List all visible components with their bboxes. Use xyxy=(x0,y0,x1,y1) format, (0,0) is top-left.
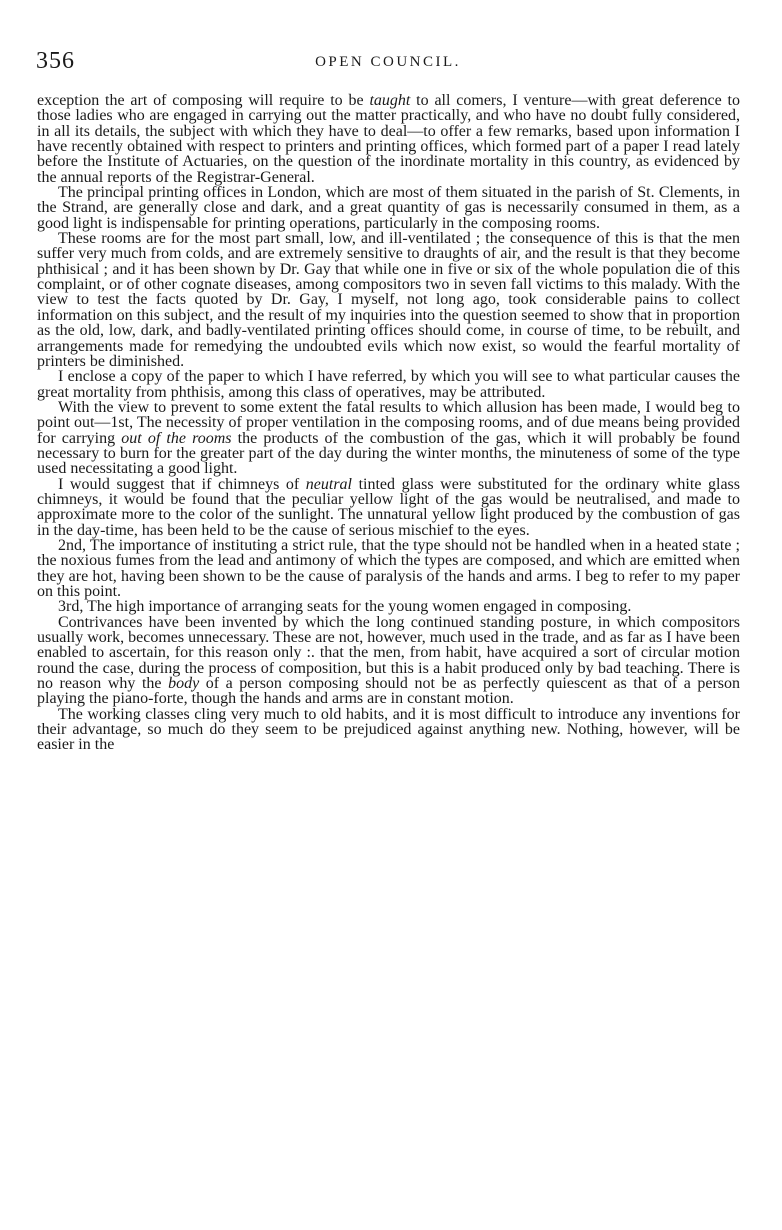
paragraph-text: 2nd, The importance of instituting a strict rule, that the type should not be handled when in a heated state ; the noxious fumes from the lead and antimony of which the types are composed, and which are emitted when they are hot, having been shown to be the cause of paralysis of the hands and arms. I beg to refer to my paper on this point. xyxy=(37,536,740,600)
paragraph xyxy=(37,185,740,231)
paragraph xyxy=(37,400,740,477)
paragraph xyxy=(37,93,740,185)
paragraph xyxy=(37,477,740,538)
running-title: OPEN COUNCIL. xyxy=(315,54,461,70)
paragraph xyxy=(37,599,740,614)
paragraph-text: to all comers, I venture—with great deference to those ladies who are engaged in carrying out the matter practically, and who have no doubt fully considered, in all its details, the subject with which they have to deal—to offer a few remarks, based upon information I have recently obtained with respect to printers and printing offices, which formed part of a paper I read lately before the Institute of Actuaries, on the question of the inordinate mortality in this country, as evidenced by the annual reports of the Registrar-General. xyxy=(37,92,740,186)
italic-text: out of the rooms xyxy=(121,429,232,447)
paragraph xyxy=(37,369,740,400)
paragraph-text: 3rd, The high importance of arranging seats for the young women engaged in composing. xyxy=(58,598,632,616)
paragraph-text: Contrivances have been invented by which the long continued standing posture, in which compositors usually work, becomes unnecessary. These are not, however, much used in the trade, and as far as I have been enabled to ascertain, for this reason only :. that the men, from habit, have acquired a sort of circular motion round the case, during the process of composition, but this is a habit produced only by bad teaching. There is no reason why the xyxy=(37,613,740,693)
italic-text: neutral xyxy=(305,475,352,493)
paragraph xyxy=(37,707,740,753)
paragraph xyxy=(37,615,740,707)
paragraph-text: The working classes cling very much to old habits, and it is most difficult to introduce any inventions for their advantage, so much do they seem to be prejudiced against anything new. Nothing, however, will be easier in the xyxy=(37,705,740,754)
paragraph xyxy=(37,538,740,599)
body-text xyxy=(37,93,740,753)
paragraph-text: the products of the combustion of the gas, which it will probably be found necessary to burn for the greater part of the day during the winter months, the minuteness of some of the type used necessitating a good light. xyxy=(37,429,740,478)
paragraph-text: With the view to prevent to some extent the fatal results to which allusion has been made, I would beg to point out—1st, The necessity of proper ventilation in the composing rooms, and of due means being provided for carrying xyxy=(37,398,740,447)
paragraph-text: of a person composing should not be as perfectly quiescent as that of a person playing the piano-forte, though the hands and arms are in constant motion. xyxy=(37,675,741,708)
italic-text: body xyxy=(168,675,200,693)
page-header xyxy=(36,48,740,78)
paragraph xyxy=(37,231,740,369)
paragraph-text: exception the art of composing will require to be xyxy=(37,92,370,109)
paragraph-text: I would suggest that if chimneys of xyxy=(58,475,306,493)
page-number: 356 xyxy=(36,48,75,74)
paragraph-text: tinted glass were substituted for the ordinary white glass chimneys, it would be found that the peculiar yellow light of the gas would be neutralised, and made to approximate more to the color of the sunlight. The unnatural yellow light produced by the combustion of gas in the day-time, has been held to be the cause of serious mischief to the eyes. xyxy=(37,475,740,539)
italic-text: taught xyxy=(369,92,411,109)
paragraph-text: I enclose a copy of the paper to which I have referred, by which you will see to what particular causes the great mortality from phthisis, among this class of operatives, may be attributed. xyxy=(37,368,740,401)
paragraph-text: The principal printing offices in London, which are most of them situated in the parish of St. Clements, in the Strand, are generally close and dark, and a great quantity of gas is necessarily consumed in them, as a good light is indispensable for printing operations, particularly in the composing rooms. xyxy=(37,184,740,232)
paragraph-text: These rooms are for the most part small, low, and ill-ventilated ; the consequence of this is that the men suffer very much from colds, and are extremely sensitive to draughts of air, and the result is that they become phthisical ; and it has been shown by Dr. Gay that while one in five or six of the whole population die of this complaint, or of other cognate diseases, among compositors two in seven fall victims to this malady. With the view to test the facts quoted by Dr. Gay, I myself, not long ago, took considerable pains to collect information on this subject, and the result of my inquiries into the question seemed to show that in proportion as the old, low, dark, and badly-ventilated printing offices should come, in course of time, to be rebuilt, and arrangements made for remedying the undoubted evils which now exist, so would the fearful mortality of printers be diminished. xyxy=(37,230,740,370)
